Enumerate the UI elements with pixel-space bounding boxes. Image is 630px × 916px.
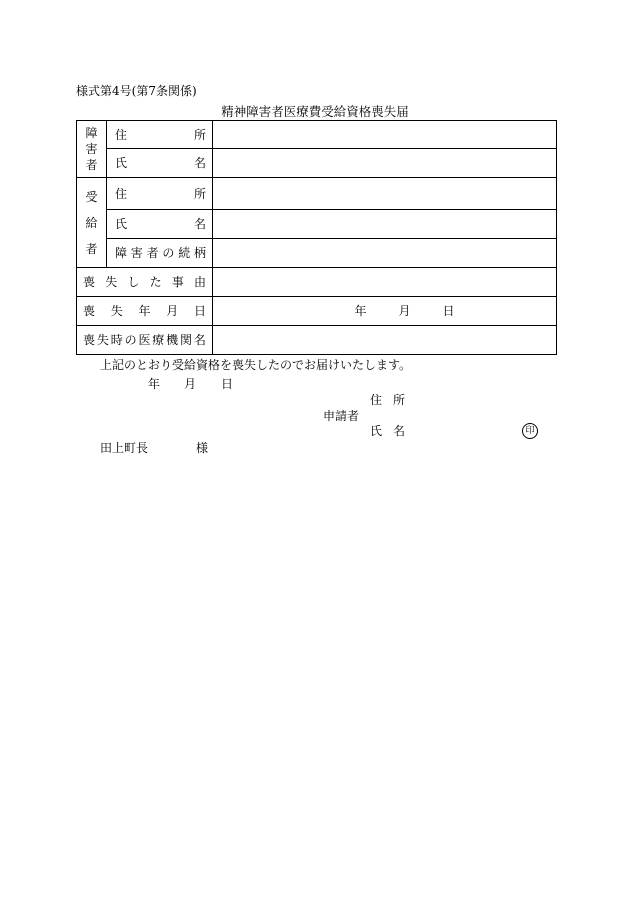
label-char: 失 (96, 333, 109, 347)
label-char: 柄 (193, 246, 206, 260)
label-char: し (127, 275, 140, 289)
label-char: 療 (152, 333, 165, 347)
form-title: 精神障害者医療費受給資格喪失届 (221, 104, 409, 119)
form-table (76, 120, 557, 355)
applicant-label: 申請者 (323, 409, 360, 423)
field-label-name (107, 149, 213, 178)
day-unit: 日 (442, 304, 455, 318)
label-char: 喪 (83, 333, 96, 347)
table-row (77, 239, 557, 268)
field-label-address (107, 121, 213, 149)
label-char: 喪 (83, 304, 96, 318)
label-char: 氏 (115, 156, 128, 170)
disabled-person-address-field[interactable] (213, 121, 557, 149)
label-char: 日 (193, 304, 206, 318)
honorific: 様 (196, 441, 209, 455)
group-char: 者 (85, 158, 98, 172)
field-label-loss-reason (77, 268, 213, 297)
relationship-field[interactable] (213, 239, 557, 268)
group-label-recipient (77, 178, 107, 268)
label-char: 時 (110, 333, 123, 347)
medical-institution-field[interactable] (213, 326, 557, 355)
applicant-name-label: 氏名 (370, 424, 417, 438)
seal-mark-icon: 印 (522, 423, 538, 439)
form-number-label: 様式第4号(第7条関係) (76, 84, 197, 98)
label-char: 年 (138, 304, 151, 318)
declaration-month-unit: 月 (184, 377, 197, 391)
label-char: の (124, 333, 137, 347)
label-char: 氏 (115, 217, 128, 231)
group-char: 受 (85, 189, 98, 204)
declaration-year-unit: 年 (148, 377, 161, 391)
label-char: 害 (130, 246, 143, 260)
label-char: 月 (166, 304, 179, 318)
label-char: 者 (146, 246, 159, 260)
table-row (77, 297, 557, 326)
loss-reason-field[interactable] (213, 268, 557, 297)
field-label-address (107, 178, 213, 210)
label-char: 名 (193, 333, 206, 347)
year-unit: 年 (354, 304, 367, 318)
label-char: 事 (171, 275, 184, 289)
applicant-address-label: 住所 (370, 393, 417, 407)
label-char: 由 (193, 275, 206, 289)
label-char: た (149, 275, 162, 289)
table-row (77, 268, 557, 297)
table-row (77, 178, 557, 210)
table-row (77, 210, 557, 239)
label-char: 名 (193, 217, 206, 231)
addressee: 田上町長 (100, 441, 149, 455)
group-label-disabled-person (77, 121, 107, 178)
label-char: 機 (166, 333, 179, 347)
field-label-relationship (107, 239, 213, 268)
recipient-address-field[interactable] (213, 178, 557, 210)
label-char: 障 (115, 246, 128, 260)
table-row (77, 149, 557, 178)
field-label-loss-date (77, 297, 213, 326)
field-label-medical-institution (77, 326, 213, 355)
table-row (77, 326, 557, 355)
recipient-name-field[interactable] (213, 210, 557, 239)
field-label-name (107, 210, 213, 239)
declaration-day-unit: 日 (221, 377, 234, 391)
label-char: 続 (178, 246, 191, 260)
label-char: 失 (110, 304, 123, 318)
label-char: 所 (193, 186, 206, 201)
label-char: 医 (138, 333, 151, 347)
loss-date-field[interactable] (213, 297, 557, 326)
label-char: 関 (180, 333, 193, 347)
label-char: 名 (193, 156, 206, 170)
declaration-text: 上記のとおり受給資格を喪失したのでお届けいたします。 (100, 358, 412, 372)
group-char: 給 (85, 215, 98, 230)
label-char: 失 (105, 275, 118, 289)
label-char: の (162, 246, 175, 260)
label-char: 住 (115, 186, 128, 201)
group-char: 者 (85, 241, 98, 256)
month-unit: 月 (398, 304, 411, 318)
table-row (77, 121, 557, 149)
label-char: 住 (115, 127, 128, 142)
group-char: 害 (85, 142, 98, 156)
disabled-person-name-field[interactable] (213, 149, 557, 178)
label-char: 所 (193, 127, 206, 142)
group-char: 障 (85, 126, 98, 140)
label-char: 喪 (83, 275, 96, 289)
